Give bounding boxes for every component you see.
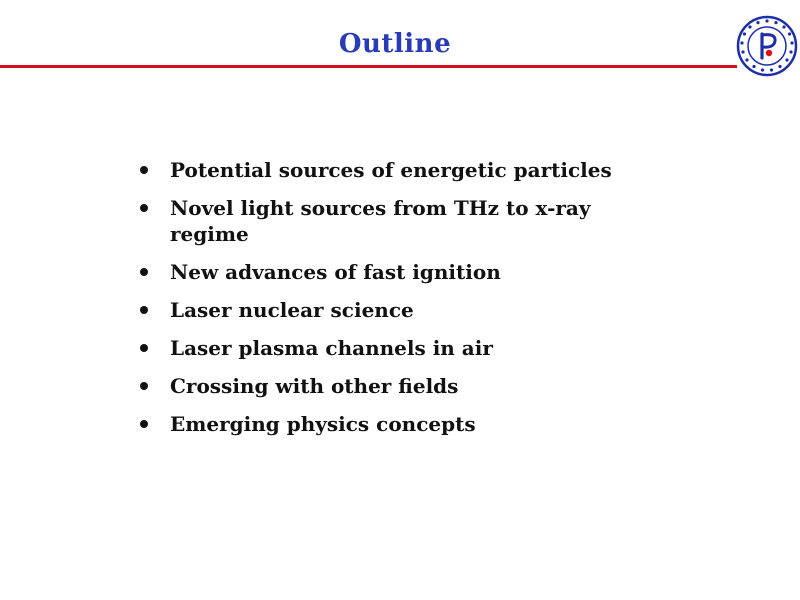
list-item-text: Emerging physics concepts	[170, 412, 476, 436]
bullet-icon	[140, 382, 148, 390]
list-item-text: Crossing with other fields	[170, 374, 459, 398]
institute-logo	[736, 15, 798, 77]
list-item	[140, 195, 660, 247]
bullet-icon	[140, 420, 148, 428]
list-item	[140, 259, 660, 285]
bullet-icon	[140, 268, 148, 276]
slide-title: Outline	[338, 29, 452, 59]
list-item	[140, 297, 660, 323]
list-item-text: Novel light sources from THz to x-ray regime	[170, 196, 591, 246]
list-item-text: Potential sources of energetic particles	[170, 158, 612, 182]
list-item-text: New advances of fast ignition	[170, 260, 501, 284]
title-divider	[0, 65, 737, 68]
list-item	[140, 335, 660, 361]
institute-logo-icon	[736, 15, 798, 77]
list-item	[140, 411, 660, 437]
list-item	[140, 373, 660, 399]
bullet-icon	[140, 306, 148, 314]
list-item-text: Laser plasma channels in air	[170, 336, 493, 360]
list-item	[140, 157, 660, 183]
bullet-icon	[140, 344, 148, 352]
list-item-text: Laser nuclear science	[170, 298, 414, 322]
bullet-icon	[140, 166, 148, 174]
bullet-icon	[140, 204, 148, 212]
outline-list	[140, 157, 660, 449]
